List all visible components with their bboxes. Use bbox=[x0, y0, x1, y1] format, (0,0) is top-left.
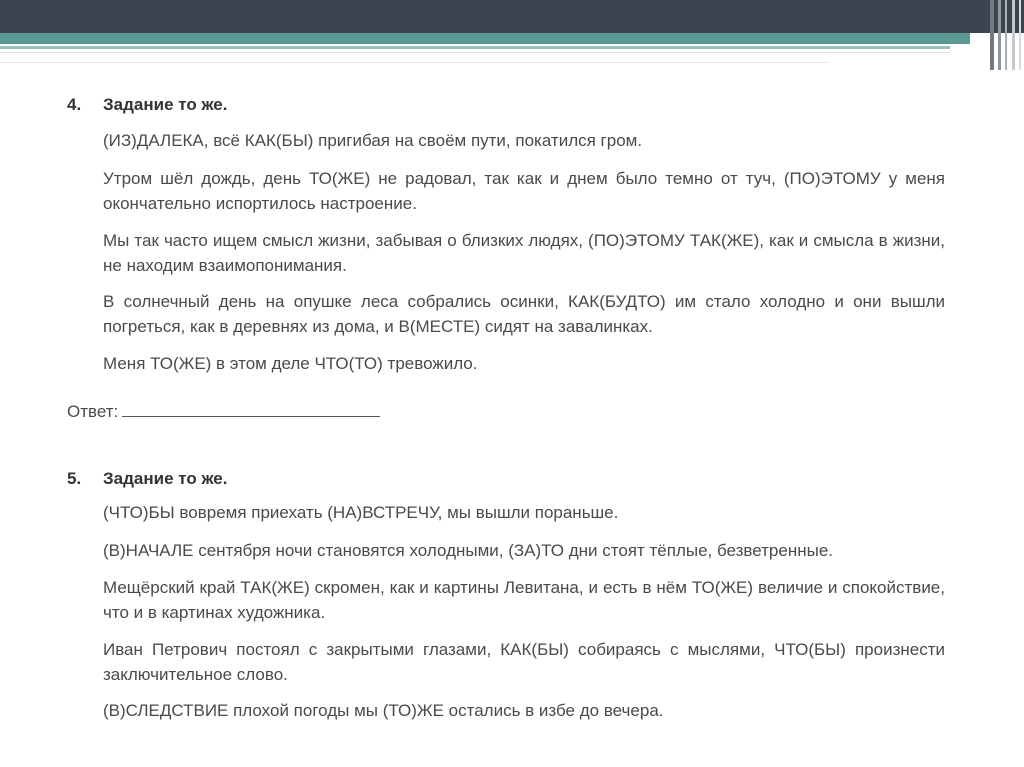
task-5-sentence-1: (ЧТО)БЫ вовремя приехать (НА)ВСТРЕЧУ, мы вышли пораньше. bbox=[103, 503, 619, 522]
task-5-sentence-2: (В)НАЧАЛЕ сентября ночи становятся холодными, (ЗА)ТО дни стоят тёплые, безветренные. bbox=[103, 541, 834, 560]
task-5-sentence-4: Иван Петрович постоял с закрытыми глазами, КАК(БЫ) собираясь с мыслями, ЧТО(БЫ) произнести заключительное слово. bbox=[103, 640, 945, 684]
task-title: Задание то же. bbox=[103, 95, 228, 114]
answer-line bbox=[67, 402, 380, 422]
task-title: Задание то же. bbox=[103, 469, 228, 488]
task-4-sentence-3: Мы так часто ищем смысл жизни, забывая о близких людях, (ПО)ЭТОМУ ТАК(ЖЕ), как и смысла в жизни, не находим взаимопонимания. bbox=[103, 231, 945, 275]
task-4-sentence-1: (ИЗ)ДАЛЕКА, всё КАК(БЫ) пригибая на своём пути, покатился гром. bbox=[103, 131, 643, 150]
task-4-sentence-4: В солнечный день на опушке леса собрались осинки, КАК(БУДТО) им стало холодно и они вышли погреться, как в деревнях из дома, и В(МЕСТЕ) сидят на завалинках. bbox=[103, 292, 945, 336]
task-4-heading bbox=[67, 95, 227, 115]
answer-blank[interactable] bbox=[122, 402, 380, 417]
task-5-heading bbox=[67, 469, 227, 489]
task-4-sentence-2: Утром шёл дождь, день ТО(ЖЕ) не радовал, так как и днем было темно от туч, (ПО)ЭТОМУ у меня окончательно испортилось настроение. bbox=[103, 169, 945, 213]
task-5-sentence-3: Мещёрский край ТАК(ЖЕ) скромен, как и картины Левитана, и есть в нём ТО(ЖЕ) величие и спокойствие, что и в картинах художника. bbox=[103, 578, 945, 622]
task-5-sentence-5: (В)СЛЕДСТВИЕ плохой погоды мы (ТО)ЖЕ остались в избе до вечера. bbox=[103, 701, 664, 720]
task-4-sentence-5: Меня ТО(ЖЕ) в этом деле ЧТО(ТО) тревожило. bbox=[103, 354, 478, 373]
task-number: 4. bbox=[67, 95, 82, 114]
answer-label: Ответ: bbox=[67, 402, 119, 421]
task-number: 5. bbox=[67, 469, 82, 488]
